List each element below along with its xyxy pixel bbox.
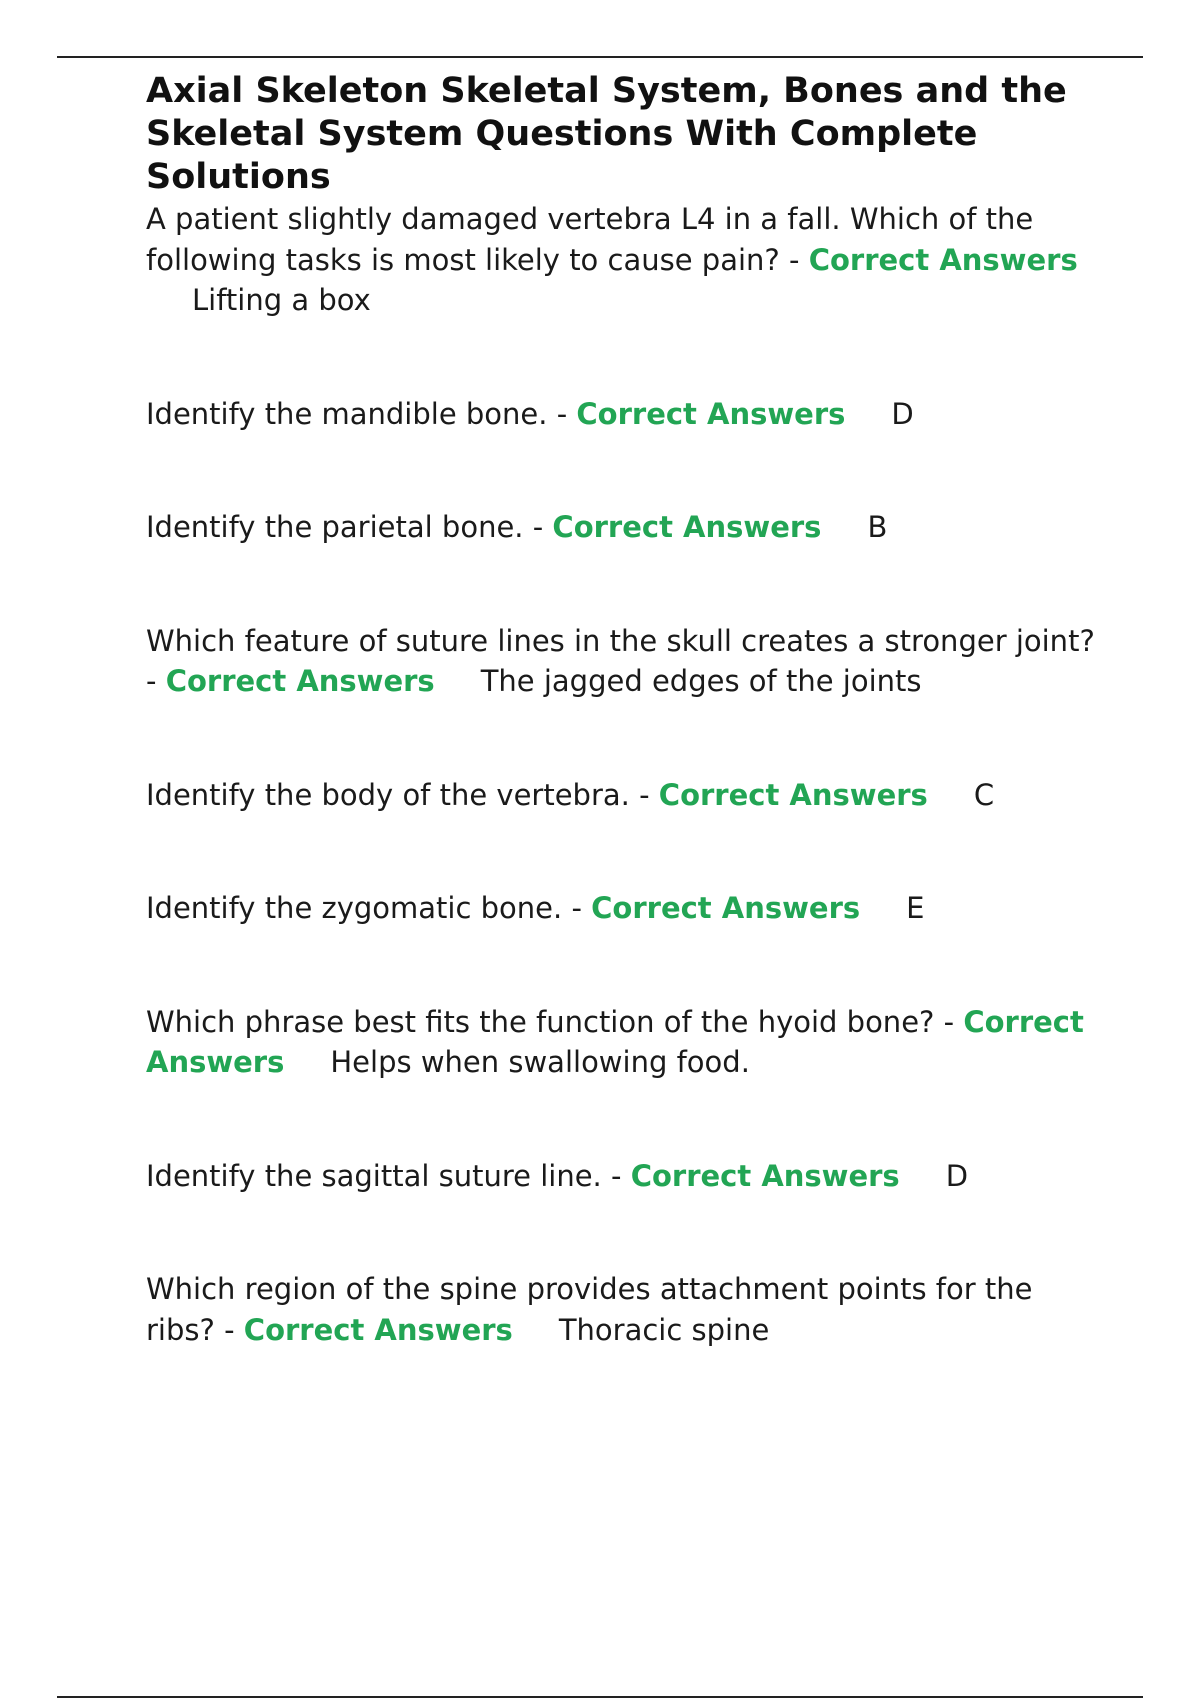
- correct-answers-label: Correct Answers: [552, 510, 822, 544]
- top-rule: [57, 56, 1143, 58]
- qa-item: [146, 888, 1106, 929]
- correct-answers-label: Correct Answers: [243, 1312, 513, 1347]
- answer-text: C: [973, 777, 995, 812]
- question-text: Identify the parietal bone. -: [146, 510, 553, 544]
- qa-item: [146, 775, 1106, 816]
- qa-item: [146, 394, 1106, 435]
- qa-list: [146, 199, 1106, 1350]
- question-text: Which feature of suture lines in the skull creates a stronger joint? -: [146, 623, 1095, 698]
- document-title: Axial Skeleton Skeletal System, Bones and the Skeletal System Questions With Complete Solutions: [146, 71, 1067, 197]
- correct-answers-label: Correct Answers: [576, 396, 846, 431]
- answer-text: Thoracic spine: [558, 1312, 770, 1347]
- qa-item: [146, 621, 1106, 702]
- correct-answers-label: Correct Answers: [630, 1158, 900, 1193]
- answer-text: B: [867, 510, 888, 544]
- question-text: Which region of the spine provides attachment points for the ribs? -: [146, 1272, 1033, 1347]
- correct-answers-label: Correct Answers: [146, 1004, 1084, 1079]
- qa-item: [146, 1002, 1106, 1083]
- question-text: Identify the mandible bone. -: [146, 396, 577, 431]
- correct-answers-label: Correct Answers: [591, 891, 861, 925]
- question-text: Identify the body of the vertebra. -: [146, 777, 659, 812]
- qa-item: [146, 199, 1106, 321]
- answer-text: Helps when swallowing food.: [330, 1045, 750, 1079]
- qa-item: [146, 507, 1106, 548]
- answer-text: E: [906, 891, 925, 925]
- qa-item: [146, 1269, 1106, 1350]
- answer-text: The jagged edges of the joints: [480, 664, 922, 698]
- bottom-rule: [57, 1696, 1143, 1698]
- correct-answers-label: Correct Answers: [658, 777, 928, 812]
- question-text: Identify the zygomatic bone. -: [146, 891, 592, 925]
- correct-answers-label: Correct Answers: [808, 242, 1078, 277]
- document-body: [146, 70, 1106, 1350]
- question-text: Which phrase best fits the function of the hyoid bone? -: [146, 1004, 964, 1039]
- question-text: A patient slightly damaged vertebra L4 in a fall. Which of the following tasks is most likely to cause pain? -: [146, 202, 1034, 277]
- answer-text: D: [945, 1158, 969, 1193]
- question-text: Identify the sagittal suture line. -: [146, 1158, 631, 1193]
- qa-item: [146, 1156, 1106, 1197]
- answer-text: D: [891, 396, 914, 431]
- answer-text: Lifting a box: [192, 283, 371, 317]
- correct-answers-label: Correct Answers: [165, 664, 435, 698]
